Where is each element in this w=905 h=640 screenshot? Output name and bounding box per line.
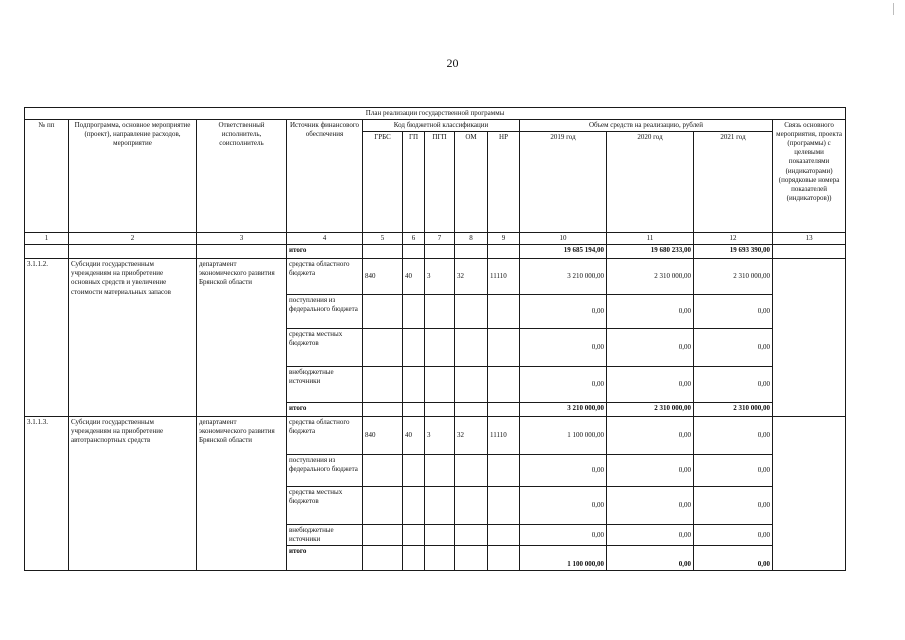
column-number: 10: [520, 233, 607, 245]
table-title-row: [25, 108, 846, 120]
value-2020: 2 310 000,00: [607, 259, 694, 295]
source-cell: средства областного бюджета: [287, 417, 363, 455]
total-2019: 1 100 000,00: [520, 546, 607, 571]
header-source: Источник финансового обеспечения: [287, 120, 363, 233]
header-subprogram: Подпрограмма, основное мероприятие (проект), направление расходов, мероприятие: [69, 120, 197, 233]
empty-cell: [363, 525, 403, 546]
value-2020: 0,00: [607, 295, 694, 329]
total-2020: 2 310 000,00: [607, 403, 694, 417]
column-number: 5: [363, 233, 403, 245]
empty-cell: [488, 546, 520, 571]
link-cell: [773, 417, 846, 571]
empty-cell: [455, 367, 488, 403]
value-2021: 0,00: [694, 367, 773, 403]
value-2021: 2 310 000,00: [694, 259, 773, 295]
column-number: 9: [488, 233, 520, 245]
om-cell: 32: [455, 417, 488, 455]
value-2021: 0,00: [694, 487, 773, 525]
table-title: План реализации государственной программы: [25, 108, 846, 120]
column-number: 1: [25, 233, 69, 245]
table-row: [25, 417, 846, 455]
empty-cell: [425, 295, 455, 329]
empty-cell: [425, 329, 455, 367]
total-label: итого: [287, 546, 363, 571]
empty-cell: [363, 403, 403, 417]
empty-cell: [425, 455, 455, 487]
empty-cell: [773, 245, 846, 259]
source-cell: средства местных бюджетов: [287, 329, 363, 367]
gp-cell: 40: [403, 417, 425, 455]
link-cell: [773, 259, 846, 417]
value-2021: 0,00: [694, 295, 773, 329]
header-responsible: Ответственный исполнитель, соисполнитель: [197, 120, 287, 233]
empty-cell: [363, 367, 403, 403]
nr-cell: 11110: [488, 259, 520, 295]
column-number: 8: [455, 233, 488, 245]
header-2021: 2021 год: [694, 132, 773, 233]
source-cell: средства областного бюджета: [287, 259, 363, 295]
empty-cell: [425, 367, 455, 403]
grand-total-row: [25, 245, 846, 259]
total-2021: 2 310 000,00: [694, 403, 773, 417]
header-volume-group: Объем средств на реализацию, рублей: [520, 120, 773, 132]
value-2019: 0,00: [520, 455, 607, 487]
value-2020: 0,00: [607, 487, 694, 525]
empty-cell: [425, 403, 455, 417]
empty-cell: [197, 245, 287, 259]
empty-cell: [403, 329, 425, 367]
value-2019: 0,00: [520, 367, 607, 403]
empty-cell: [488, 367, 520, 403]
value-2019: 0,00: [520, 329, 607, 367]
empty-cell: [455, 245, 488, 259]
empty-cell: [363, 295, 403, 329]
empty-cell: [363, 487, 403, 525]
empty-cell: [403, 525, 425, 546]
total-2021: 0,00: [694, 546, 773, 571]
value-2020: 0,00: [607, 525, 694, 546]
empty-cell: [488, 245, 520, 259]
column-number: 11: [607, 233, 694, 245]
empty-cell: [363, 329, 403, 367]
empty-cell: [455, 525, 488, 546]
block-responsible: департамент экономического развития Брянской области: [197, 259, 287, 417]
empty-cell: [455, 487, 488, 525]
source-cell: внебюджетные источники: [287, 525, 363, 546]
om-cell: 32: [455, 259, 488, 295]
empty-cell: [425, 525, 455, 546]
empty-cell: [455, 403, 488, 417]
empty-cell: [488, 455, 520, 487]
block-name: Субсидии государственным учреждениям на приобретение автотранспортных средств: [69, 417, 197, 571]
column-number-row: [25, 233, 846, 245]
page-edge-mark: [893, 3, 894, 15]
page-number: 20: [446, 56, 459, 70]
empty-cell: [69, 245, 197, 259]
source-cell: средства местных бюджетов: [287, 487, 363, 525]
value-2021: 0,00: [694, 417, 773, 455]
empty-cell: [403, 403, 425, 417]
block-number: 3.1.1.2.: [25, 259, 69, 417]
grand-total-2020: 19 680 233,00: [607, 245, 694, 259]
empty-cell: [488, 403, 520, 417]
nr-cell: 11110: [488, 417, 520, 455]
empty-cell: [488, 525, 520, 546]
pgp-cell: 3: [425, 417, 455, 455]
source-cell: поступления из федерального бюджета: [287, 455, 363, 487]
source-cell: внебюджетные источники: [287, 367, 363, 403]
column-number: 7: [425, 233, 455, 245]
empty-cell: [403, 367, 425, 403]
grand-total-2019: 19 685 194,00: [520, 245, 607, 259]
column-number: 4: [287, 233, 363, 245]
header-num: № пп: [25, 120, 69, 233]
empty-cell: [488, 295, 520, 329]
grbs-cell: 840: [363, 259, 403, 295]
empty-cell: [403, 295, 425, 329]
empty-cell: [425, 245, 455, 259]
value-2020: 0,00: [607, 455, 694, 487]
value-2021: 0,00: [694, 329, 773, 367]
empty-cell: [25, 245, 69, 259]
empty-cell: [403, 245, 425, 259]
value-2020: 0,00: [607, 367, 694, 403]
header-budget-code-group: Код бюджетной классификации: [363, 120, 520, 132]
gp-cell: 40: [403, 259, 425, 295]
block-name: Субсидии государственным учреждениям на приобретение основных средств и увеличение стоимости материальных запасов: [69, 259, 197, 417]
value-2021: 0,00: [694, 525, 773, 546]
value-2021: 0,00: [694, 455, 773, 487]
plan-table-container: [24, 107, 845, 571]
header-grbs: ГРБС: [363, 132, 403, 233]
total-2020: 0,00: [607, 546, 694, 571]
empty-cell: [488, 487, 520, 525]
header-gp: ГП: [403, 132, 425, 233]
column-number: 12: [694, 233, 773, 245]
total-label: итого: [287, 403, 363, 417]
header-pgp: ПГП: [425, 132, 455, 233]
header-om: ОМ: [455, 132, 488, 233]
header-group-row: [25, 120, 846, 132]
plan-table: [24, 107, 846, 571]
empty-cell: [403, 546, 425, 571]
empty-cell: [403, 455, 425, 487]
empty-cell: [455, 546, 488, 571]
empty-cell: [403, 487, 425, 525]
column-number: 2: [69, 233, 197, 245]
value-2019: 0,00: [520, 295, 607, 329]
header-nr: НР: [488, 132, 520, 233]
grand-total-label: итого: [287, 245, 363, 259]
empty-cell: [455, 455, 488, 487]
empty-cell: [363, 245, 403, 259]
empty-cell: [363, 455, 403, 487]
value-2019: 0,00: [520, 525, 607, 546]
empty-cell: [425, 546, 455, 571]
value-2019: 1 100 000,00: [520, 417, 607, 455]
empty-cell: [488, 329, 520, 367]
empty-cell: [455, 295, 488, 329]
pgp-cell: 3: [425, 259, 455, 295]
grbs-cell: 840: [363, 417, 403, 455]
value-2020: 0,00: [607, 329, 694, 367]
header-link: Связь основного мероприятия, проекта (программы) с целевыми показателями (индикаторами) (порядковые номера показателей (индикаторов)): [773, 120, 846, 233]
value-2020: 0,00: [607, 417, 694, 455]
value-2019: 3 210 000,00: [520, 259, 607, 295]
value-2019: 0,00: [520, 487, 607, 525]
table-row: [25, 259, 846, 295]
empty-cell: [425, 487, 455, 525]
source-cell: поступления из федерального бюджета: [287, 295, 363, 329]
column-number: 13: [773, 233, 846, 245]
column-number: 6: [403, 233, 425, 245]
header-2019: 2019 год: [520, 132, 607, 233]
empty-cell: [363, 546, 403, 571]
column-number: 3: [197, 233, 287, 245]
header-2020: 2020 год: [607, 132, 694, 233]
block-responsible: департамент экономического развития Брянской области: [197, 417, 287, 571]
block-number: 3.1.1.3.: [25, 417, 69, 571]
grand-total-2021: 19 693 390,00: [694, 245, 773, 259]
empty-cell: [455, 329, 488, 367]
total-2019: 3 210 000,00: [520, 403, 607, 417]
